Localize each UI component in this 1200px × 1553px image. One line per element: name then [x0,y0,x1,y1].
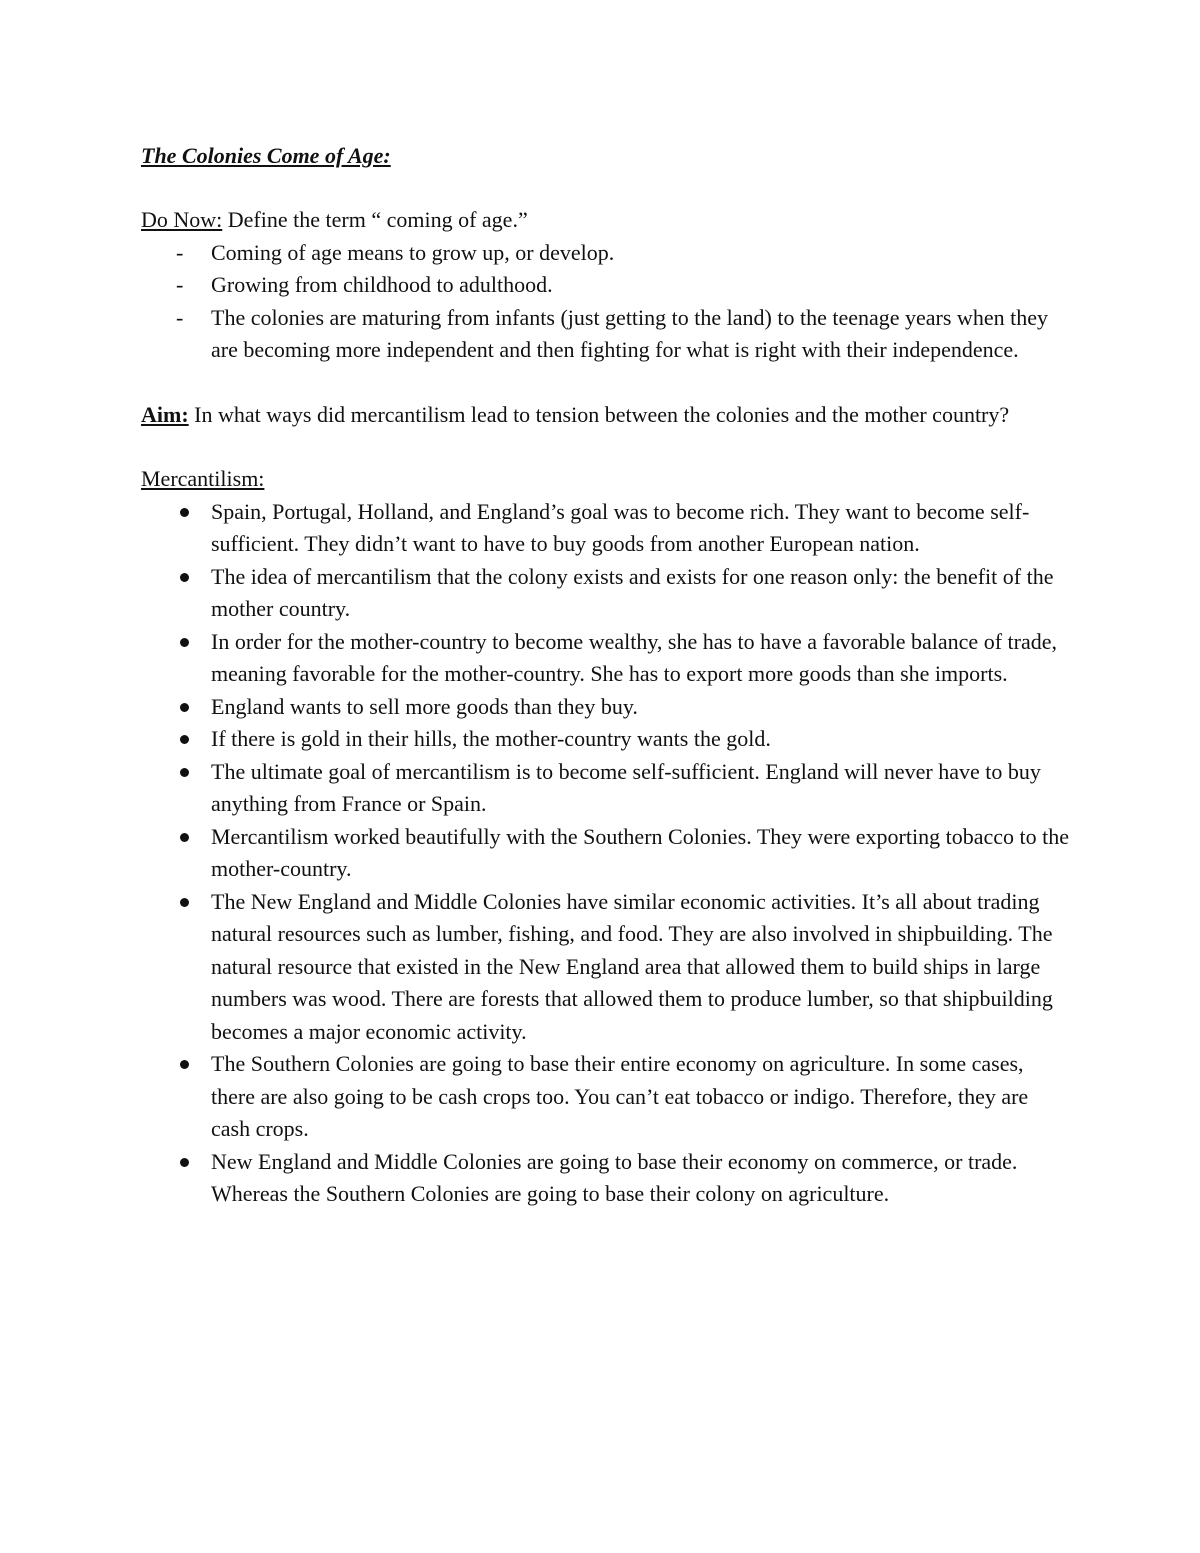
list-item-text: Coming of age means to grow up, or develop. [211,239,615,265]
bullet-icon [180,1060,189,1069]
bullet-icon [180,833,189,842]
bullet-icon [180,703,189,712]
mercantilism-list [141,496,1071,1211]
bullet-icon [180,638,189,647]
page-title: The Colonies Come of Age: [141,143,391,168]
do-now-prompt: Define the term “ coming of age.” [222,207,528,232]
list-item [141,561,1071,626]
list-item-text: If there is gold in their hills, the mother-country wants the gold. [211,726,771,751]
list-item [141,691,1071,724]
document-page [141,140,1071,1211]
bullet-icon [180,508,189,517]
mercantilism-heading: Mercantilism: [141,466,265,491]
list-item-text: The colonies are maturing from infants (just getting to the land) to the teenage years when they are becoming more independent and then fighting for what is right with their independence. [211,304,1048,362]
list-item-text: England wants to sell more goods than they buy. [211,693,638,719]
list-item [141,237,1071,270]
dash-marker: - [176,239,184,265]
bullet-icon [180,573,189,582]
list-item [141,269,1071,302]
do-now-label: Do Now: [141,207,223,232]
bullet-icon [180,898,189,907]
aim-question: In what ways did mercantilism lead to tension between the colonies and the mother country? [188,401,1010,427]
bullet-icon [180,768,189,777]
aim-label: Aim: [141,401,189,427]
list-item [141,496,1071,561]
list-item-text: New England and Middle Colonies are going to base their economy on commerce, or trade. Whereas the Southern Colonies are going to base their colony on agriculture. [211,1148,1018,1206]
bullet-icon [180,735,189,744]
list-item [141,302,1071,367]
spacer [141,367,1071,399]
list-item [141,626,1071,691]
list-item-text: The New England and Middle Colonies have similar economic activities. It’s all about trading natural resources such as lumber, fishing, and food. They are also involved in shipbuilding. The natural resource that existed in the New England area that allowed them to build ships in large numbers was wood. There are forests that allowed them to produce lumber, so that shipbuilding becomes a major economic activity. [211,888,1053,1044]
list-item [141,723,1071,756]
dash-marker: - [176,304,184,330]
list-item [141,821,1071,886]
bullet-icon [180,1158,189,1167]
list-item-text: In order for the mother-country to become wealthy, she has to have a favorable balance of trade, meaning favorable for the mother-country. She has to export more goods than she imports. [211,628,1057,686]
do-now-list [141,237,1071,367]
spacer [141,431,1071,463]
list-item [141,756,1071,821]
dash-marker: - [176,272,184,297]
do-now-line [141,204,1071,237]
list-item-text: Growing from childhood to adulthood. [211,272,553,297]
list-item [141,886,1071,1049]
list-item-text: Spain, Portugal, Holland, and England’s goal was to become rich. They want to become self-sufficient. They didn’t want to have to buy goods from another European nation. [211,498,1030,556]
list-item-text: Mercantilism worked beautifully with the Southern Colonies. They were exporting tobacco to the mother-country. [211,823,1069,881]
list-item [141,1048,1071,1146]
list-item-text: The ultimate goal of mercantilism is to become self-sufficient. England will never have to buy anything from France or Spain. [211,758,1041,816]
list-item-text: The Southern Colonies are going to base their entire economy on agriculture. In some cases, there are also going to be cash crops too. You can’t eat tobacco or indigo. Therefore, they are cash crops. [211,1051,1029,1141]
spacer [141,172,1071,204]
aim-line [141,399,1071,432]
list-item [141,1146,1071,1211]
list-item-text: The idea of mercantilism that the colony exists and exists for one reason only: the benefit of the mother country. [211,563,1054,621]
